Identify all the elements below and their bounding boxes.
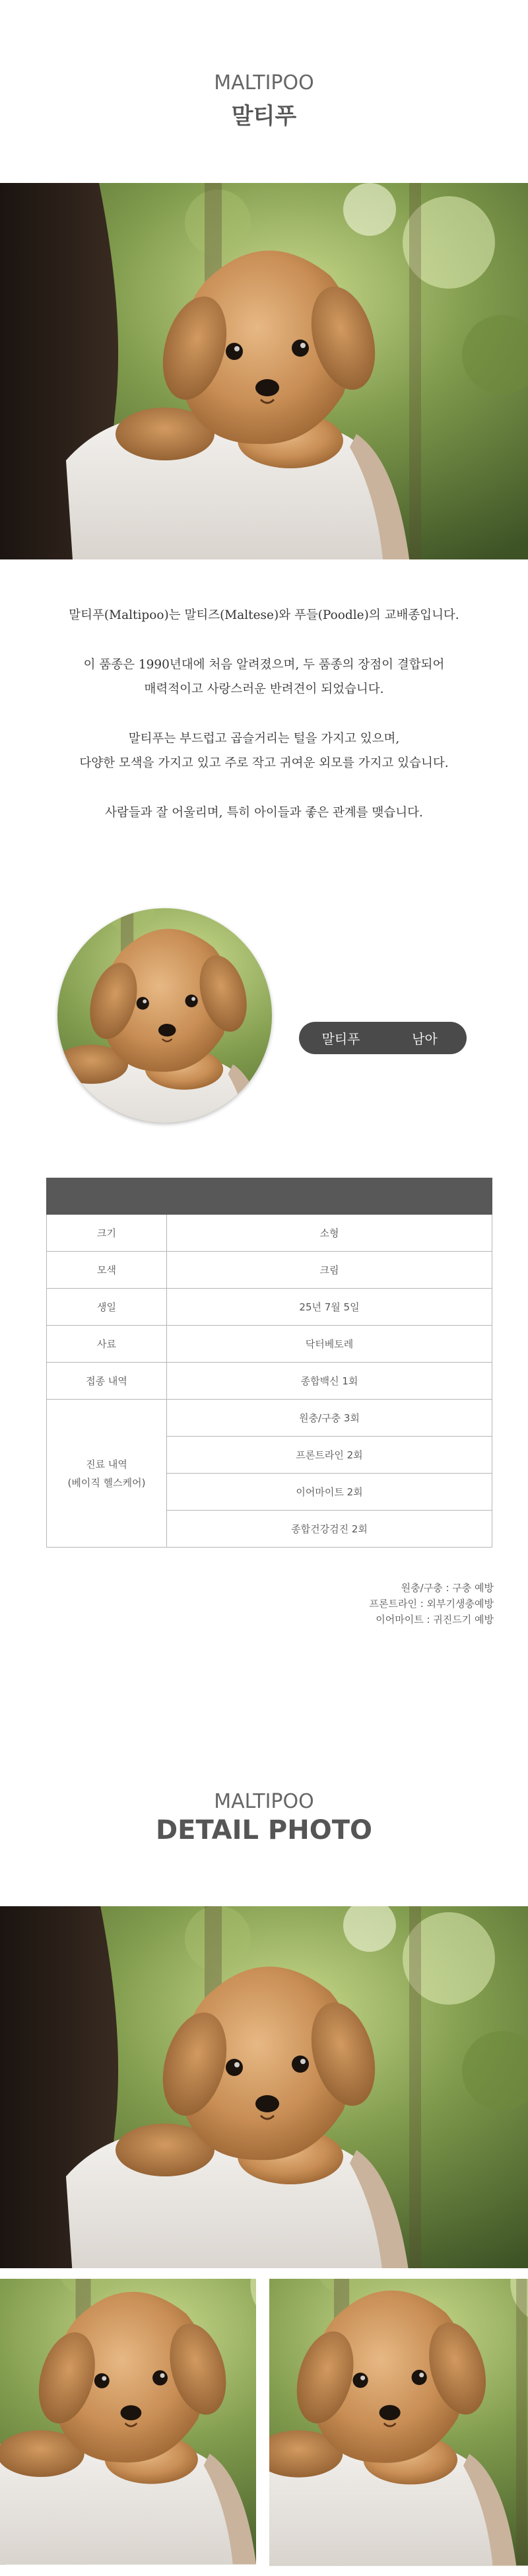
table-row xyxy=(47,1215,492,1252)
intro-line: 말티푸는 부드럽고 곱슬거리는 털을 가지고 있으며, xyxy=(128,732,400,746)
profile-circle-photo xyxy=(57,908,272,1123)
detail-title: DETAIL PHOTO xyxy=(155,1815,373,1845)
intro-line: 매력적이고 사랑스러운 반려견이 되었습니다. xyxy=(144,682,384,696)
intro-line: 이 품종은 1990년대에 처음 알려졌으며, 두 품종의 장점이 결합되어 xyxy=(83,658,445,672)
treatment-item: 종합건강검진 2회 xyxy=(167,1511,492,1548)
header-en-title: MALTIPOO xyxy=(214,71,314,94)
intro-line: 다양한 모색을 가지고 있고 주로 작고 귀여운 외모를 가지고 있습니다. xyxy=(79,756,449,770)
table-row xyxy=(47,1326,492,1363)
treatment-label-line: (베이직 헬스케어) xyxy=(67,1476,146,1489)
row-value: 크림 xyxy=(167,1252,492,1289)
row-value: 소형 xyxy=(167,1215,492,1252)
row-label: 사료 xyxy=(47,1326,167,1363)
table-row xyxy=(47,1289,492,1326)
intro-line: 사람들과 잘 어울리며, 특히 아이들과 좋은 관계를 맺습니다. xyxy=(105,806,423,820)
row-value: 닥터베토레 xyxy=(167,1326,492,1363)
table-row xyxy=(47,1252,492,1289)
treatment-item: 프론트라인 2회 xyxy=(167,1437,492,1474)
breed-sex-badge xyxy=(299,1022,467,1054)
detail-right-photo xyxy=(269,2279,528,2576)
note-line: 프론트라인 : 외부기생충예방 xyxy=(369,1598,494,1610)
note-line: 원충/구충 : 구충 예방 xyxy=(401,1582,494,1594)
detail-main-photo xyxy=(0,1906,528,2268)
header-ko-title: 말티푸 xyxy=(231,103,297,129)
row-value: 25년 7월 5일 xyxy=(167,1289,492,1326)
sex-label: 남아 xyxy=(412,1031,438,1047)
main-puppy-photo xyxy=(0,183,528,559)
table-row xyxy=(47,1363,492,1400)
row-label: 생일 xyxy=(47,1289,167,1326)
treatment-label-line: 진료 내역 xyxy=(86,1458,127,1470)
info-table xyxy=(46,1178,492,1548)
treatment-item: 이어마이트 2회 xyxy=(167,1474,492,1511)
row-label: 모색 xyxy=(47,1252,167,1289)
treatment-item: 원충/구충 3회 xyxy=(167,1400,492,1437)
intro-line: 말티푸(Maltipoo)는 말티즈(Maltese)와 푸들(Poodle)의 교배종입니다. xyxy=(69,608,459,622)
intro-text xyxy=(0,603,528,825)
detail-en-title: MALTIPOO xyxy=(214,1790,314,1813)
row-label: 접종 내역 xyxy=(47,1363,167,1400)
breed-label: 말티푸 xyxy=(321,1031,360,1047)
treatment-label xyxy=(47,1400,167,1548)
table-header-row xyxy=(47,1178,492,1215)
notes xyxy=(370,1580,494,1628)
table-row xyxy=(47,1400,492,1437)
row-label: 크기 xyxy=(47,1215,167,1252)
note-line: 이어마이트 : 귀진드기 예방 xyxy=(376,1614,494,1626)
detail-left-photo xyxy=(0,2279,256,2576)
row-value: 종합백신 1회 xyxy=(167,1363,492,1400)
